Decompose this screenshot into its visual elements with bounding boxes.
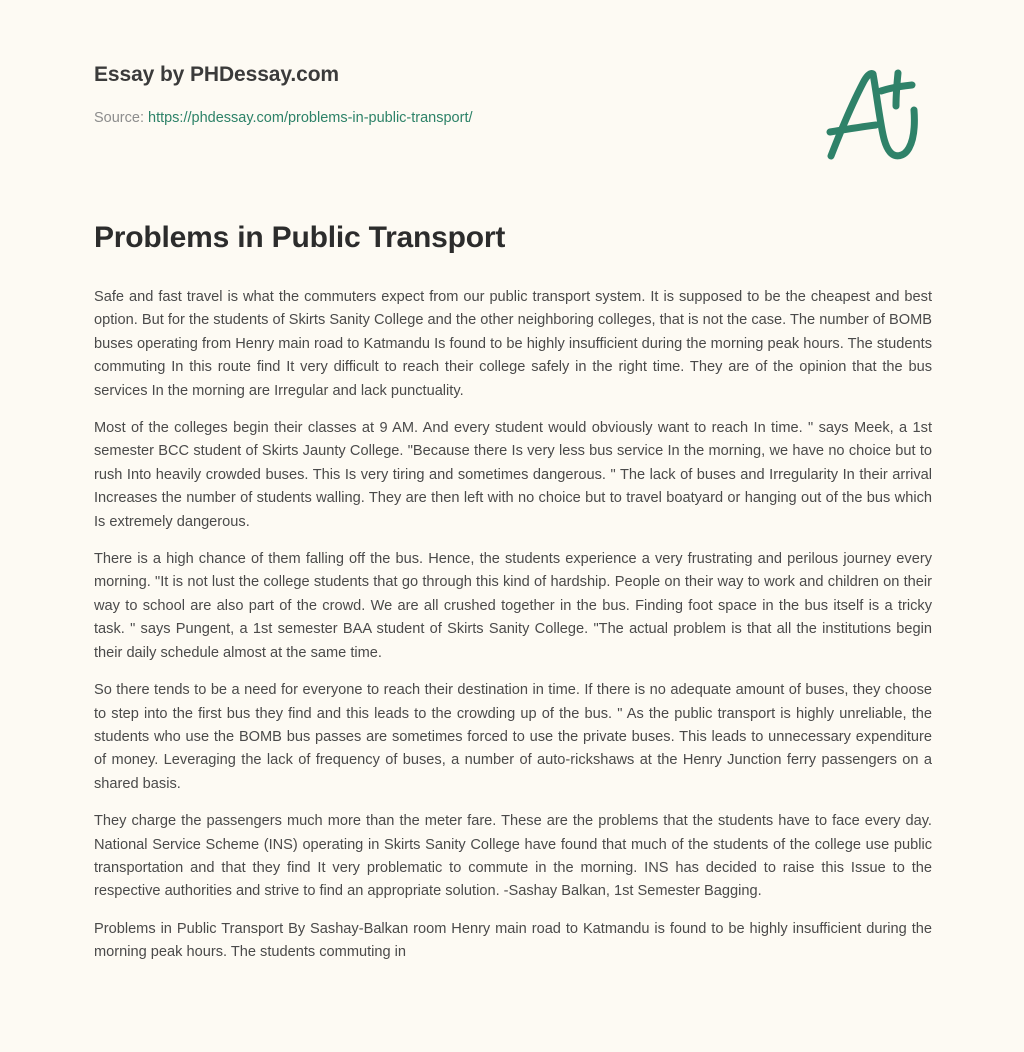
phdessay-logo[interactable]	[818, 60, 928, 170]
essay-paragraph: Most of the colleges begin their classes at 9 AM. And every student would obviously want to reach In time. " says Meek, a 1st semester BCC student of Skirts Jaunty College. "Because there Is very less bus service In the morning, we have no choice but to rush Into heavily crowded buses. This Is very tiring and sometimes dangerous. " The lack of buses and Irregularity In their arrival Increases the number of students walling. They are then left with no choice but to travel boatyard or hanging out of the bus which Is extremely dangerous.	[94, 420, 932, 530]
essay-paragraph: Safe and fast travel is what the commuters expect from our public transport system. It is supposed to be the cheapest and best option. But for the students of Skirts Sanity College and the other neighboring colleges, that is not the case. The number of BOMB buses operating from Henry main road to Katmandu Is found to be highly insufficient during the morning peak hours. The students commuting In this route find It very difficult to reach their college safely in the right time. They are of the opinion that the bus services In the morning are Irregular and lack punctuality.	[94, 289, 932, 399]
essay-paragraph: They charge the passengers much more than the meter fare. These are the problems that the students have to face every day. National Service Scheme (INS) operating in Skirts Sanity College have found that much of the students of the college use public transportation and that they find It very problematic to commute in the morning. INS has decided to raise this Issue to the respective authorities and strive to find an appropriate solution. -Sashay Balkan, 1st Semester Bagging.	[94, 813, 932, 900]
source-label: Source:	[94, 110, 148, 126]
essay-paragraph: There is a high chance of them falling off the bus. Hence, the students experience a very frustrating and perilous journey every morning. "It is not lust the college students that go through this kind of hardship. People on their way to work and children on their way to school are also part of the crowd. We are all crushed together in the bus. Finding foot space in the bus itself is a tricky task. " says Pungent, a 1st semester BAA student of Skirts Sanity College. "The actual problem is that all the institutions begin their daily schedule almost at the same time.	[94, 551, 932, 661]
essay-paragraph: Problems in Public Transport By Sashay-Balkan room Henry main road to Katmandu is found to be highly insufficient during the morning peak hours. The students commuting in	[94, 920, 932, 961]
page-title: Problems in Public Transport	[94, 221, 506, 254]
source-line	[94, 88, 944, 128]
brand-title: Essay by PHDessay.com	[94, 63, 339, 86]
page-header	[94, 62, 944, 128]
source-url-link[interactable]: https://phdessay.com/problems-in-public-transport/	[148, 110, 473, 126]
a-plus-logo-icon	[818, 60, 928, 170]
essay-body	[94, 286, 932, 965]
essay-paragraph: So there tends to be a need for everyone to reach their destination in time. If there is no adequate amount of buses, they choose to step into the first bus they find and this leads to the crowding up of the bus. " As the public transport is highly unreliable, the students who use the BOMB bus passes are sometimes forced to use the private buses. This leads to unnecessary expenditure of money. Leveraging the lack of frequency of buses, a number of auto-rickshaws at the Henry Junction ferry passengers on a shared basis.	[94, 682, 932, 792]
